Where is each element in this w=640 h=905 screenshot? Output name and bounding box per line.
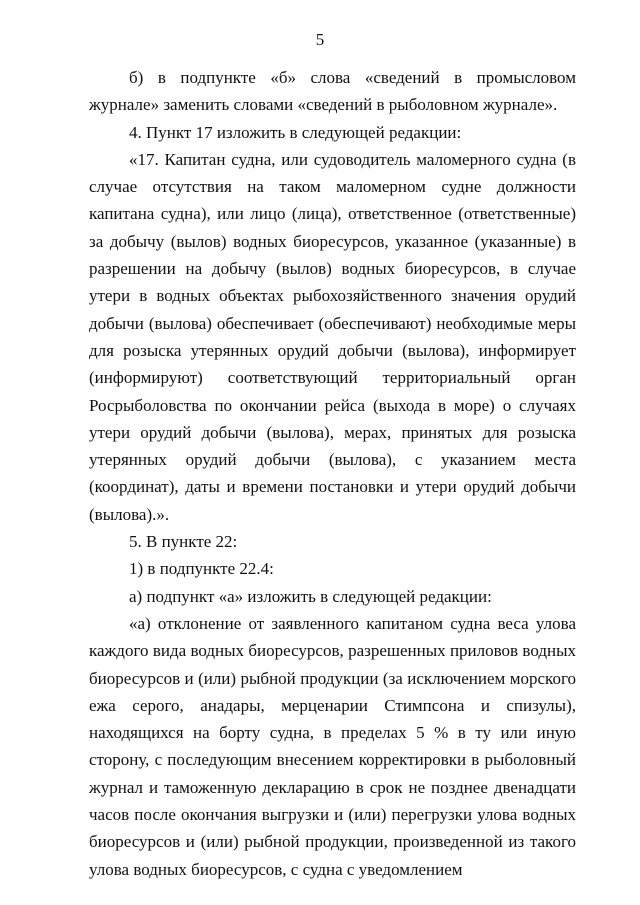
paragraph-point-4: 4. Пункт 17 изложить в следующей редакции: bbox=[129, 122, 462, 142]
paragraph-clause-17: «17. Капитан судна, или судоводитель маломерного судна (в случае отсутствия на таком маломерном судне должности капитана судна), или лицо (лица), ответственное (ответственные) за добычу (вылов) водных биоресурсов, указанное (указанные) в разрешении на добычу (вылов) водных биоресурсов, в случае утери в водных объектах рыбохозяйственного значения орудий добычи (вылова) обеспечивает (обеспечивают) необходимые меры для розыска утерянных орудий добычи (вылова), информирует (информируют) соответствующий территориальный орган Росрыболовства по окончании рейса (выхода в море) о случаях утери орудий добычи (вылова), мерах, принятых для розыска утерянных орудий добычи (вылова), с указанием места (координат), даты и времени постановки и утери орудий добычи (вылова).». bbox=[89, 149, 576, 524]
document-body bbox=[89, 64, 576, 883]
page-number: 5 bbox=[315, 30, 325, 49]
paragraph-item-b-amendment: б) в подпункте «б» слова «сведений в промысловом журнале» заменить словами «сведений в рыболовном журнале». bbox=[89, 68, 576, 115]
paragraph-subitem-a-text: «а) отклонение от заявленного капитаном судна веса улова каждого вида водных биоресурсов, разрешенных приловов водных биоресурсов и (или) рыбной продукции (за исключением морского ежа серого, анадары, мерценарии Стимпсона и спизулы), находящихся на борту судна, в пределах 5 % в ту или иную сторону, с последующим внесением корректировки в рыболовный журнал и таможенную декларацию в срок не позднее двенадцати часов после окончания выгрузки и (или) перегрузки улова водных биоресурсов и (или) рыбной продукции, произведенной из такого улова водных биоресурсов, с судна с уведомлением bbox=[89, 613, 576, 879]
paragraph-subpoint-22-4: 1) в подпункте 22.4: bbox=[129, 559, 274, 579]
paragraph-subitem-a: а) подпункт «а» изложить в следующей редакции: bbox=[129, 586, 492, 606]
paragraph-point-5: 5. В пункте 22: bbox=[129, 532, 238, 552]
